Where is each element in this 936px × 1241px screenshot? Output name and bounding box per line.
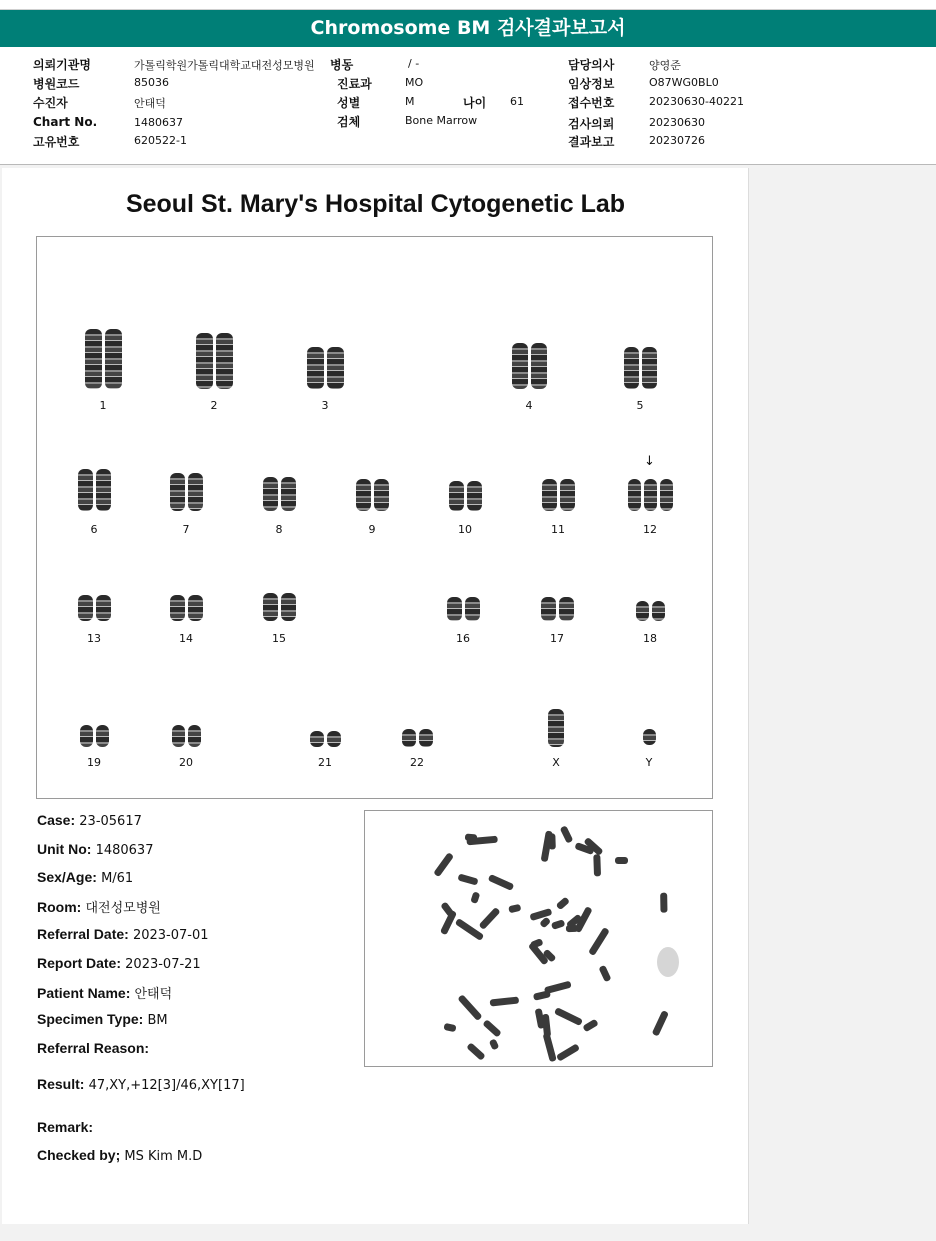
doctor-value: 양영준 [649, 59, 681, 72]
metaphase-chromosome [489, 1039, 500, 1051]
lab-title: Seoul St. Mary's Hospital Cytogenetic Lab [125, 190, 626, 218]
referral-date-row: Referral Date: 2023-07-01 [37, 926, 209, 943]
chromosome-label-15: 15 [272, 632, 286, 645]
sexage-row: Sex/Age: M/61 [37, 869, 134, 886]
metaphase-chromosome [660, 893, 667, 913]
chromosome-7 [188, 473, 203, 511]
chromosome-label-16: 16 [456, 632, 470, 645]
chromosome-20 [188, 725, 201, 747]
chromosome-12 [628, 479, 641, 511]
request-value: 20230630 [649, 116, 705, 129]
chromosome-label-6: 6 [90, 523, 98, 536]
metaphase-chromosome [556, 1043, 580, 1061]
patient-label: 수진자 [33, 96, 68, 110]
metaphase-chromosome [443, 1023, 456, 1032]
sexage-value: M/61 [101, 871, 134, 886]
chromosome-label-20: 20 [179, 756, 193, 769]
chromosome-13 [78, 595, 93, 621]
chromosome-13 [96, 595, 111, 621]
metaphase-chromosome [490, 997, 519, 1007]
metaphase-chromosome [488, 874, 515, 891]
metaphase-chromosome [433, 852, 454, 877]
result-value: 47,XY,+12[3]/46,XY[17] [88, 1078, 245, 1093]
patient-name-value: 안태덕 [134, 987, 173, 1002]
chromosome-11 [560, 479, 575, 511]
chromosome-label-11: 11 [551, 523, 565, 536]
chromosome-6 [96, 469, 111, 511]
chromosome-label-9: 9 [368, 523, 376, 536]
checked-value: MS Kim M.D [124, 1149, 203, 1164]
chromosome-label-4: 4 [525, 399, 533, 412]
case-value: 23-05617 [79, 814, 142, 829]
chromosome-label-14: 14 [179, 632, 193, 645]
specimen-type-row: Specimen Type: BM [37, 1011, 168, 1028]
report-value: 20230726 [649, 134, 705, 147]
metaphase-chromosome [470, 892, 480, 904]
department-value: MO [405, 76, 424, 89]
chromosome-Y [643, 729, 656, 745]
age-label: 나이 [463, 96, 487, 110]
chromosome-12 [660, 479, 673, 511]
sex-value: M [405, 95, 415, 108]
chromosome-label-19: 19 [87, 756, 101, 769]
chromosome-10 [449, 481, 464, 511]
metaphase-chromosome [478, 906, 500, 929]
chromosome-3 [307, 347, 324, 389]
metaphase-chromosome [465, 834, 477, 842]
chromosome-16 [465, 597, 480, 621]
chromosome-15 [281, 593, 296, 621]
chromosome-label-17: 17 [550, 632, 564, 645]
doctor-label: 담당의사 [568, 58, 615, 72]
chromosome-1 [85, 329, 102, 389]
remark-row: Remark: [37, 1119, 94, 1135]
room-row: Room: 대전성모병원 [37, 899, 161, 916]
metaphase-chromosome [466, 1042, 485, 1060]
case-row: Case: 23-05617 [37, 812, 142, 829]
patient-value: 안태덕 [134, 97, 166, 110]
chromosome-5 [624, 347, 639, 389]
institution-label: 의뢰기관명 [33, 58, 91, 72]
metaphase-chromosome [457, 995, 482, 1022]
referral-reason-row: Referral Reason: [37, 1040, 150, 1056]
chromosome-11 [542, 479, 557, 511]
chromosome-21 [327, 731, 341, 747]
request-label: 검사의뢰 [568, 117, 615, 131]
result-row: Result: 47,XY,+12[3]/46,XY[17] [37, 1076, 245, 1093]
clinical-info-label: 임상정보 [568, 77, 615, 91]
institution-value: 가톨릭학원가톨릭대학교대전성모병원 [134, 59, 315, 72]
chromosome-6 [78, 469, 93, 511]
report-label: 결과보고 [568, 135, 615, 149]
department-label: 진료과 [337, 77, 372, 91]
chromosome-15 [263, 593, 278, 621]
chromosome-20 [172, 725, 185, 747]
chromosome-18 [636, 601, 649, 621]
trisomy-arrow: ↓ [644, 454, 655, 469]
metaphase-chromosome [560, 826, 574, 844]
chromosome-label-21: 21 [318, 756, 332, 769]
metaphase-chromosome [598, 965, 611, 982]
receipt-value: 20230630-40221 [649, 95, 744, 108]
patient-name-row: Patient Name: 안태덕 [37, 985, 173, 1002]
referral-date-value: 2023-07-01 [132, 928, 209, 943]
chromosome-label-1: 1 [99, 399, 107, 412]
specimen-value: Bone Marrow [405, 114, 478, 127]
metaphase-chromosome [544, 981, 572, 995]
chromosome-12 [644, 479, 657, 511]
chromosome-21 [310, 731, 324, 747]
chromosome-9 [356, 479, 371, 511]
chromosome-label-18: 18 [643, 632, 657, 645]
metaphase-chromosome [551, 919, 565, 930]
karyotype-report-sheet [2, 168, 749, 1224]
chromosome-X [548, 709, 564, 747]
chromosome-label-Y: Y [645, 756, 653, 769]
metaphase-chromosome [509, 904, 522, 913]
specimen-label: 검체 [337, 115, 361, 129]
chromosome-22 [419, 729, 433, 747]
hospital-code-value: 85036 [134, 76, 169, 89]
chromosome-2 [196, 333, 213, 389]
chromosome-10 [467, 481, 482, 511]
unit-value: 1480637 [95, 843, 154, 858]
metaphase-chromosome [615, 857, 629, 864]
chromosome-label-13: 13 [87, 632, 101, 645]
ward-value: / - [408, 57, 420, 70]
receipt-label: 접수번호 [568, 96, 615, 110]
chromosome-14 [170, 595, 185, 621]
chromosome-3 [327, 347, 344, 389]
chromosome-8 [281, 477, 296, 511]
chromosome-19 [96, 725, 109, 747]
metaphase-chromosome [652, 1010, 670, 1037]
unit-row: Unit No: 1480637 [37, 841, 154, 858]
karyogram [36, 236, 713, 799]
clinical-info-value: O87WG0BL0 [649, 76, 719, 89]
chromosome-9 [374, 479, 389, 511]
chromosome-label-3: 3 [321, 399, 329, 412]
chromosome-14 [188, 595, 203, 621]
patient-info-header [0, 47, 936, 165]
chromosome-label-8: 8 [275, 523, 283, 536]
room-value: 대전성모병원 [85, 901, 161, 916]
report-date-value: 2023-07-21 [125, 957, 201, 972]
chromosome-18 [652, 601, 665, 621]
chart-label: Chart No. [33, 115, 98, 129]
chromosome-16 [447, 597, 462, 621]
metaphase-chromosome [556, 897, 571, 911]
age-value: 61 [510, 95, 524, 108]
metaphase-spread-image [364, 810, 713, 1067]
unique-value: 620522-1 [134, 134, 187, 147]
metaphase-chromosome [539, 917, 551, 929]
ward-label: 병동 [330, 58, 354, 72]
chromosome-label-12: 12 [643, 523, 657, 536]
chromosome-8 [263, 477, 278, 511]
chromosome-17 [559, 597, 574, 621]
metaphase-chromosome [455, 918, 485, 941]
interphase-nucleus [657, 947, 679, 977]
chromosome-4 [512, 343, 528, 389]
top-border [0, 0, 936, 10]
chromosome-label-7: 7 [182, 523, 190, 536]
chromosome-label-5: 5 [636, 399, 644, 412]
specimen-type-value: BM [147, 1013, 168, 1028]
metaphase-chromosome [583, 1018, 600, 1032]
chromosome-7 [170, 473, 185, 511]
report-date-row: Report Date: 2023-07-21 [37, 955, 201, 972]
metaphase-chromosome [565, 925, 577, 932]
chromosome-label-2: 2 [210, 399, 218, 412]
chromosome-22 [402, 729, 416, 747]
sex-label: 성별 [337, 96, 361, 110]
chromosome-label-22: 22 [410, 756, 424, 769]
chart-value: 1480637 [134, 116, 183, 129]
chromosome-2 [216, 333, 233, 389]
chromosome-1 [105, 329, 122, 389]
chromosome-17 [541, 597, 556, 621]
hospital-code-label: 병원코드 [33, 77, 80, 91]
metaphase-chromosome [483, 1019, 503, 1038]
metaphase-chromosome [543, 1032, 557, 1062]
chromosome-19 [80, 725, 93, 747]
chromosome-label-X: X [552, 756, 560, 769]
chromosome-4 [531, 343, 547, 389]
report-title: Chromosome BM 검사결과보고서 [0, 10, 936, 47]
chromosome-5 [642, 347, 657, 389]
metaphase-chromosome [588, 927, 610, 956]
metaphase-chromosome [594, 854, 602, 877]
metaphase-chromosome [554, 1007, 583, 1026]
checked-row: Checked by; MS Kim M.D [37, 1147, 203, 1164]
unique-label: 고유번호 [33, 135, 80, 149]
metaphase-chromosome [457, 874, 478, 886]
chromosome-label-10: 10 [458, 523, 472, 536]
